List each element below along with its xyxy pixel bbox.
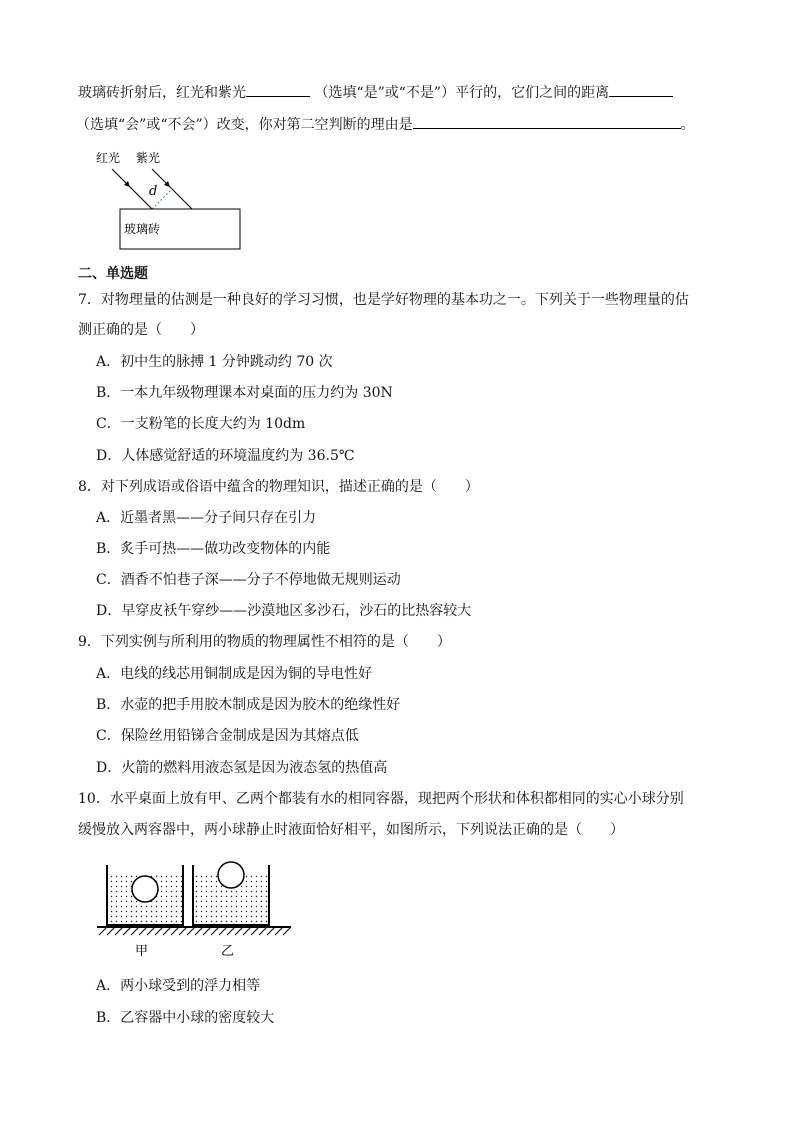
q10-option-a[interactable]: A．两小球受到的浮力相等 (96, 978, 261, 994)
table-hatching (99, 927, 291, 935)
label-glass-brick: 玻璃砖 (124, 222, 161, 236)
q6-blank-1[interactable] (246, 82, 310, 97)
q6-text-1: 玻璃砖折射后，红光和紫光 (78, 85, 246, 101)
q7-stem-line2: 测正确的是（ ） (78, 322, 204, 338)
q9-option-a[interactable]: A．电线的线芯用铜制成是因为铜的导电性好 (96, 666, 373, 682)
q6-blank-3[interactable] (413, 114, 681, 129)
q6-text-end: 。 (680, 117, 695, 133)
q7-option-a[interactable]: A．初中生的脉搏 1 分钟跳动约 70 次 (96, 354, 333, 370)
q8-option-a[interactable]: A．近墨者黑——分子间只存在引力 (96, 510, 317, 526)
q9-option-d[interactable]: D．火箭的燃料用液态氢是因为液态氢的热值高 (96, 760, 388, 776)
q6-text-2: （选填“是”或“不是”）平行的，它们之间的距离 (314, 85, 610, 101)
q6-text-3: （选填“会”或“不会”）改变，你对第二空判断的理由是 (76, 117, 413, 133)
q10-stem-line2: 缓慢放入两容器中，两小球静止时液面恰好相平，如图所示，下列说法正确的是（ ） (78, 822, 624, 838)
ball-yi (218, 862, 244, 888)
q7-option-b[interactable]: B．一本九年级物理课本对桌面的压力约为 30N (96, 385, 393, 401)
q10-figure (95, 855, 295, 965)
q8-option-d[interactable]: D．早穿皮袄午穿纱——沙漠地区多沙石，沙石的比热容较大 (96, 603, 472, 619)
q6-figure (90, 145, 250, 255)
q7-option-d[interactable]: D．人体感觉舒适的环境温度约为 36.5℃ (96, 448, 355, 464)
q8-option-b[interactable]: B．炙手可热——做功改变物体的内能 (96, 541, 331, 557)
q7-option-c[interactable]: C．一支粉笔的长度大约为 10dm (96, 416, 306, 432)
red-ray (112, 169, 152, 209)
label-d: d (149, 184, 158, 199)
q6-blank-2[interactable] (609, 82, 673, 97)
q10-option-b[interactable]: B．乙容器中小球的密度较大 (96, 1010, 275, 1026)
ball-jia (132, 876, 158, 902)
q6-line2 (76, 114, 695, 135)
label-purple-light: 紫光 (136, 151, 161, 165)
label-jia: 甲 (135, 944, 149, 959)
section-title: 二、单选题 (78, 266, 148, 282)
q9-option-c[interactable]: C．保险丝用铅锑合金制成是因为其熔点低 (96, 728, 359, 744)
q9-stem: 9．下列实例与所利用的物质的物理属性不相符的是（ ） (78, 634, 451, 650)
q7-stem-line1: 7．对物理量的估测是一种良好的学习习惯，也是学好物理的基本功之一。下列关于一些物理量的估 (78, 292, 689, 308)
label-red-light: 红光 (96, 151, 121, 165)
q8-stem: 8．对下列成语或俗语中蕴含的物理知识，描述正确的是（ ） (78, 479, 479, 495)
label-yi: 乙 (221, 944, 235, 959)
q9-option-b[interactable]: B．水壶的把手用胶木制成是因为胶木的绝缘性好 (96, 697, 401, 713)
q8-option-c[interactable]: C．酒香不怕巷子深——分子不停地做无规则运动 (96, 572, 401, 588)
q6-line1 (78, 82, 673, 103)
q10-stem-line1: 10．水平桌面上放有甲、乙两个都装有水的相同容器，现把两个形状和体积都相同的实心小球分别 (78, 791, 684, 807)
